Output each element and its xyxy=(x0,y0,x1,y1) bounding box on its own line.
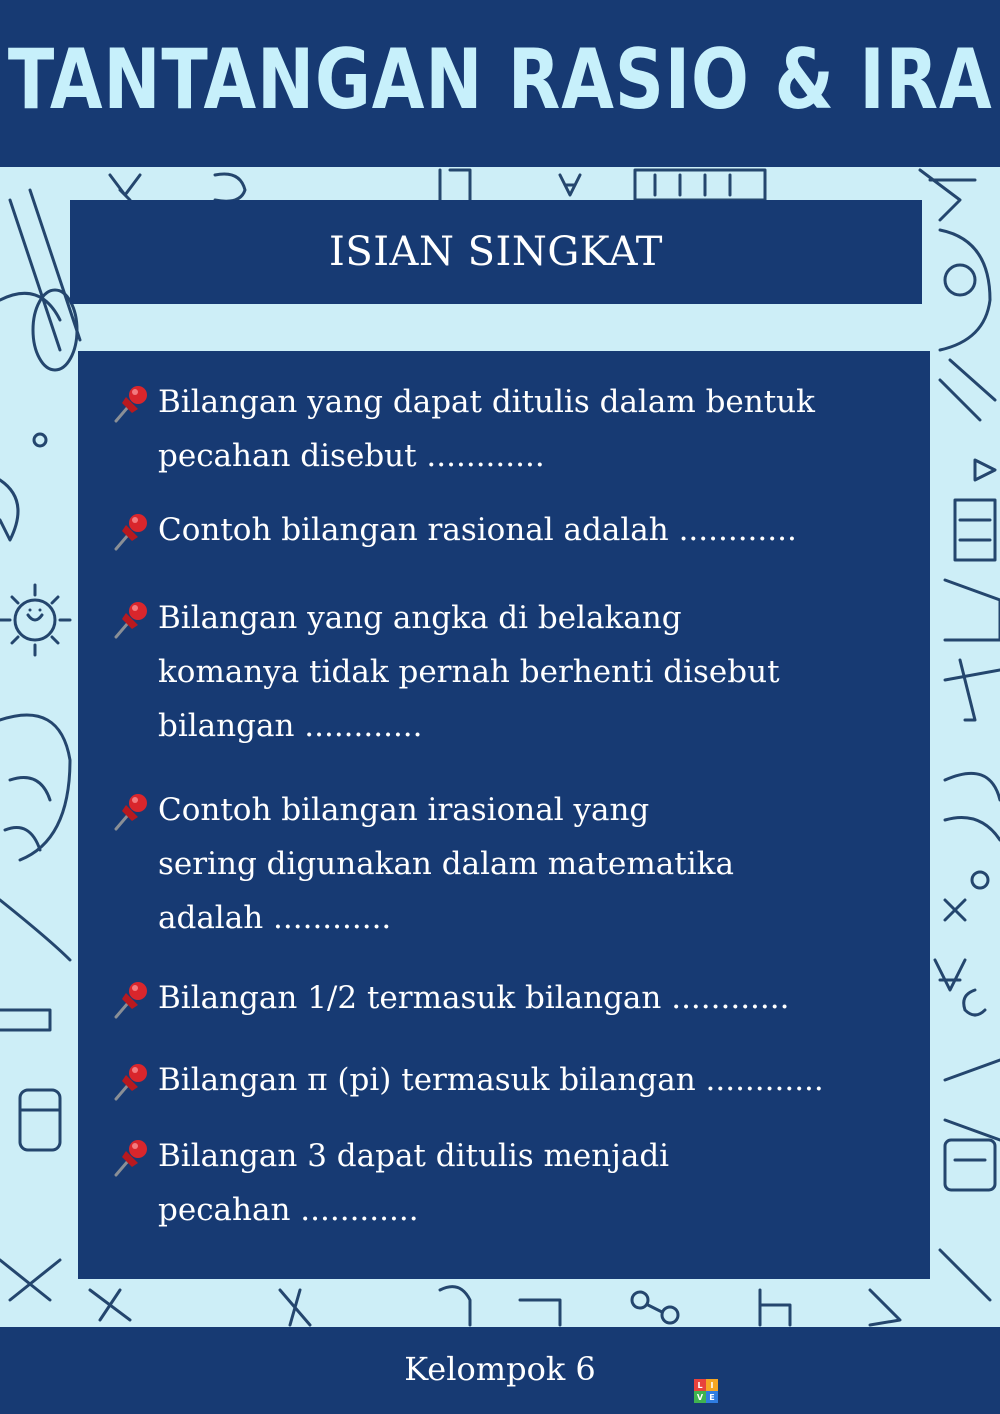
live-logo-letter: E xyxy=(706,1391,718,1403)
question-5-line-1: Bilangan 1/2 termasuk bilangan ............ xyxy=(158,980,790,1016)
live-logo-letter: L xyxy=(694,1379,706,1391)
pushpin-icon xyxy=(110,597,154,641)
question-1-line-2: pecahan disebut ............ xyxy=(158,438,545,474)
question-4-line-2: sering digunakan dalam matematika xyxy=(158,846,734,882)
question-item-7 xyxy=(110,1129,910,1237)
footer-banner xyxy=(0,1327,1000,1414)
question-6-line-1: Bilangan π (pi) termasuk bilangan ............ xyxy=(158,1062,824,1098)
question-1-line-1: Bilangan yang dapat ditulis dalam bentuk xyxy=(158,384,815,420)
pushpin-icon xyxy=(110,1135,154,1179)
question-4-line-1: Contoh bilangan irasional yang xyxy=(158,792,650,828)
question-3-line-1: Bilangan yang angka di belakang xyxy=(158,600,682,636)
section-title: ISIAN SINGKAT xyxy=(329,229,663,275)
question-item-5 xyxy=(110,971,910,1025)
question-item-6 xyxy=(110,1053,910,1107)
section-header xyxy=(70,200,922,304)
live-logo xyxy=(694,1379,718,1403)
question-item-2 xyxy=(110,503,910,557)
pushpin-icon xyxy=(110,977,154,1021)
title-banner xyxy=(0,0,1000,167)
question-item-4 xyxy=(110,783,910,945)
page-title: TANTANGAN RASIO & IRA xyxy=(7,31,993,128)
question-4-line-3: adalah ............ xyxy=(158,900,392,936)
question-panel xyxy=(78,351,930,1279)
pushpin-icon xyxy=(110,1059,154,1103)
pushpin-icon xyxy=(110,509,154,553)
question-7-line-2: pecahan ............ xyxy=(158,1192,419,1228)
pushpin-icon xyxy=(110,789,154,833)
pushpin-icon xyxy=(110,381,154,425)
footer-group-label: Kelompok 6 xyxy=(404,1349,596,1388)
live-logo-letter: V xyxy=(694,1391,706,1403)
question-item-1 xyxy=(110,375,910,483)
question-item-3 xyxy=(110,591,910,753)
question-2-line-1: Contoh bilangan rasional adalah ............ xyxy=(158,512,797,548)
question-7-line-1: Bilangan 3 dapat ditulis menjadi xyxy=(158,1138,670,1174)
live-logo-letter: I xyxy=(706,1379,718,1391)
question-3-line-2: komanya tidak pernah berhenti disebut xyxy=(158,654,780,690)
question-3-line-3: bilangan ............ xyxy=(158,708,423,744)
